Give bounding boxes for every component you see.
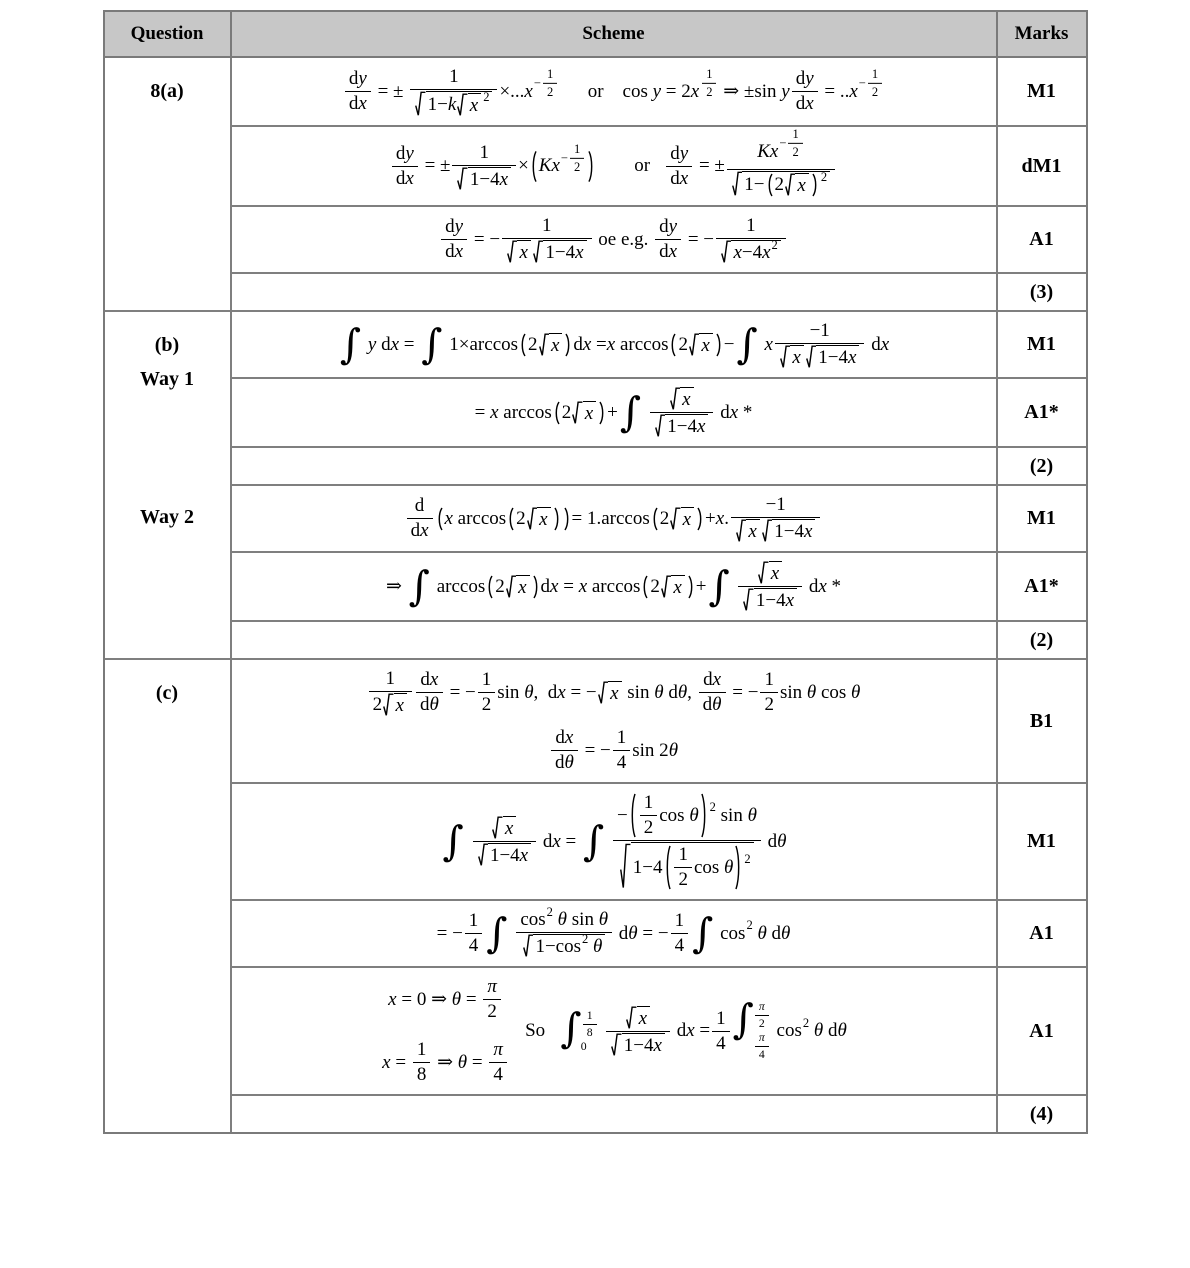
section-rows (232, 58, 1086, 310)
scheme-cell (232, 968, 998, 1094)
marks-cell: A1 (1029, 228, 1054, 250)
table-row (232, 377, 1086, 446)
question-mid-label: Way 2 (140, 505, 194, 528)
section-c (105, 658, 1086, 1132)
question-label-line: 8(a) (150, 80, 184, 102)
table-row (232, 58, 1086, 125)
table-row (232, 125, 1086, 205)
marks-cell: M1 (1027, 507, 1056, 529)
math-formula: d y d x = − 1 x 1−4 x oe e.g. d y d x = − 1 x −4 x 2 (439, 215, 788, 264)
table-row (232, 484, 1086, 551)
table-row (232, 660, 1086, 782)
scheme-cell (232, 448, 998, 484)
table-row (232, 312, 1086, 377)
scheme-cell (232, 58, 998, 125)
table-body (105, 58, 1086, 1132)
marks-cell: M1 (1027, 333, 1056, 355)
scheme-cell (232, 207, 998, 272)
scheme-cell (232, 784, 998, 899)
math-formula: d x d θ = − $\frac{1}{4}$ sin 2 θ (549, 727, 678, 774)
section-rows (232, 312, 1086, 658)
marks-cell: A1* (1024, 401, 1059, 423)
scheme-cell (232, 312, 998, 377)
scheme-cell (232, 901, 998, 966)
question-cell (105, 58, 232, 310)
marks-cell: A1* (1024, 575, 1059, 597)
scheme-cell (232, 660, 998, 782)
table-row (232, 205, 1086, 272)
scheme-cell (232, 379, 998, 446)
question-label (105, 58, 230, 108)
marks-cell: (4) (1029, 1102, 1054, 1125)
marks-cell: B1 (1029, 709, 1054, 732)
scheme-header-cell: Scheme (232, 12, 998, 56)
table-row (232, 1094, 1086, 1132)
marks-cell: (2) (1029, 454, 1054, 477)
scheme-cell (232, 486, 998, 551)
section-b (105, 310, 1086, 658)
table-row (232, 782, 1086, 899)
table-row (232, 620, 1086, 658)
math-formula: = − $\frac{1}{4}$ ∫ cos 2 θ sin θ 1−cos 2 θ d θ = − $\frac{1}{4}$ ∫ cos 2 θ d θ (436, 904, 791, 958)
question-label-line: Way 1 (140, 368, 194, 390)
table-header-row (105, 12, 1086, 58)
marks-cell: M1 (1027, 80, 1056, 102)
table-row (232, 446, 1086, 484)
math-formula: d d x x arccos 2 x = 1.arccos 2 x + x . −1 x 1−4 x (405, 494, 823, 543)
marks-cell: (2) (1029, 628, 1054, 651)
table-row (232, 551, 1086, 620)
scheme-cell (232, 127, 998, 205)
mark-scheme-table (103, 10, 1088, 1134)
scheme-cell (232, 274, 998, 310)
question-label (105, 660, 230, 710)
question-label-line: (b) (154, 334, 180, 356)
question-cell (105, 312, 232, 658)
question-label-line: (c) (155, 682, 179, 704)
math-formula: ∫ x 1−4 x d x = ∫ − 1 2 cos θ 2 sin θ 1−4 1 2 cos θ 2 d θ (442, 792, 787, 890)
math-formula: d y d x = ± 1 1−4 x × Kx − $\frac{1}{2}$ or d y d x = ± Kx − $\frac{1}{2}$ 1− 2 x 2 (390, 135, 837, 197)
marks-cell: A1 (1029, 922, 1054, 944)
section-rows (232, 660, 1086, 1132)
math-formula: = x arccos 2 x + ∫ x 1−4 x d x * (474, 388, 753, 437)
question-cell (105, 660, 232, 1132)
marks-cell: A1 (1029, 1019, 1054, 1042)
math-formula: ∫ y d x = ∫ 1×arccos 2 x d x = x arccos 2 x − ∫ x −1 x 1−4 x d x (339, 320, 890, 369)
math-formula: d y d x = ± 1 1− k x 2 ×... x − $\frac{1}{2}$ or cos y = 2 x 1 2 ⇒ ±sin y d y d x = .. x − $\frac{1}{2}$ (343, 66, 884, 117)
scheme-cell (232, 553, 998, 620)
table-row (232, 272, 1086, 310)
math-formula: x = 0 ⇒ θ = $\frac{\pi}{2}$ x = $\frac{1}{8}$ ⇒ θ = $\frac{\pi}{4}$ So ∫ 1 8 0 x 1−4 x d x = $\frac{1}{4}$ ∫ π 2 π 4 cos 2 θ d θ (382, 976, 847, 1085)
marks-cell: (3) (1029, 280, 1054, 303)
question-label (105, 312, 230, 396)
scheme-cell (232, 1096, 998, 1132)
marks-header-cell: Marks (1014, 23, 1069, 44)
question-header-cell: Question (105, 12, 232, 56)
section-8a (105, 58, 1086, 310)
marks-cell: dM1 (1021, 154, 1062, 177)
table-row (232, 966, 1086, 1094)
math-formula: ⇒ ∫ arccos 2 x d x = x arccos 2 x + ∫ x 1−4 x d x * (385, 562, 841, 611)
math-formula: 1 2 x d x d θ = − $\frac{1}{2}$ sin θ , d x = − x sin θ d θ , d x d θ = − $\frac{1}{2}$ sin θ cos θ (367, 668, 861, 717)
scheme-cell (232, 622, 998, 658)
table-row (232, 899, 1086, 966)
marks-cell: M1 (1027, 830, 1056, 852)
